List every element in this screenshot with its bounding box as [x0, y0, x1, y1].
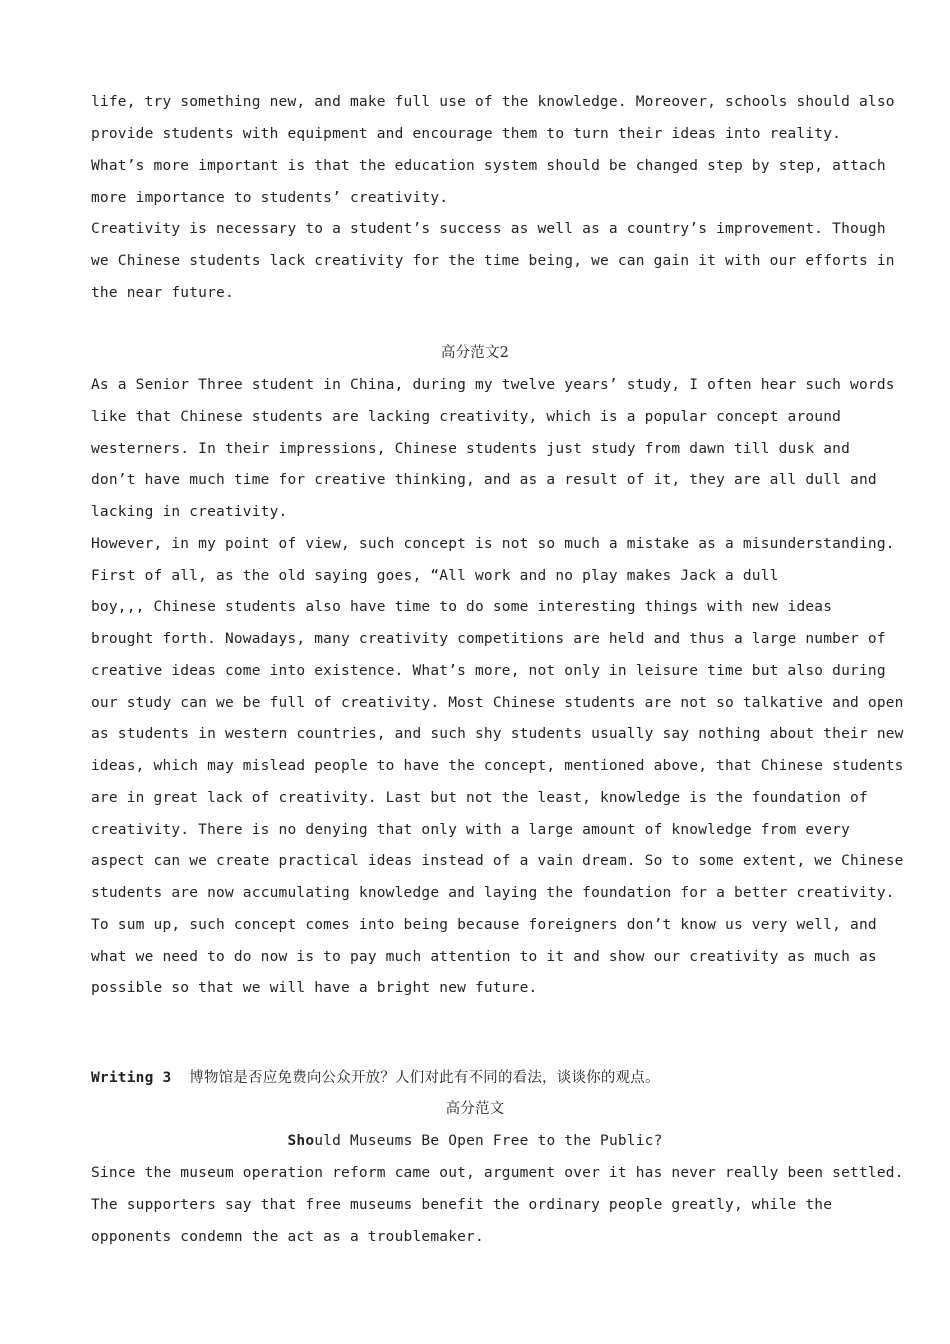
paragraph-line: as students in western countries, and such shy students usually say nothing about their new [91, 726, 904, 742]
paragraph-line: opponents condemn the act as a troublemaker. [91, 1229, 484, 1245]
paragraph-line: westerners. In their impressions, Chinese students just study from dawn till dusk and [91, 441, 851, 457]
paragraph-line: more importance to students’ creativity. [91, 190, 449, 206]
writing-label: Writing 3 [91, 1070, 172, 1086]
paragraph-line: provide students with equipment and encourage them to turn their ideas into reality. [91, 126, 842, 142]
paragraph-line: brought forth. Nowadays, many creativity competitions are held and thus a large number of [91, 631, 886, 647]
paragraph-line: possible so that we will have a bright new future. [91, 980, 538, 996]
paragraph-line: the near future. [91, 285, 234, 301]
paragraph-line: aspect can we create practical ideas instead of a vain dream. So to some extent, we Chinese [91, 853, 904, 869]
paragraph-line: Since the museum operation reform came out, argument over it has never really been settled. [91, 1165, 904, 1181]
paragraph-line: Creativity is necessary to a student’s success as well as a country’s improvement. Though [91, 221, 886, 237]
writing-prompt-text: 博物馆是否应免费向公众开放？人们对此有不同的看法，谈谈你的观点。 [189, 1070, 660, 1086]
paragraph-line: First of all, as the old saying goes, “All work and no play makes Jack a dull [91, 568, 779, 584]
paragraph-line: don’t have much time for creative thinking, and as a result of it, they are all dull and [91, 472, 877, 488]
paragraph-line: The supporters say that free museums benefit the ordinary people greatly, while the [91, 1197, 833, 1213]
paragraph-line: lacking in creativity. [91, 504, 288, 520]
paragraph-line: creativity. There is no denying that only with a large amount of knowledge from every [91, 822, 851, 838]
writing-prompt [91, 1068, 660, 1088]
paragraph-line: students are now accumulating knowledge and laying the foundation for a better creativity. [91, 885, 895, 901]
paragraph-line: our study can we be full of creativity. Most Chinese students are not so talkative and open [91, 695, 904, 711]
paragraph-line: As a Senior Three student in China, during my twelve years’ study, I often hear such words [91, 377, 895, 393]
paragraph-line: like that Chinese students are lacking creativity, which is a popular concept around [91, 409, 842, 425]
section-heading: 高分范文2 [440, 345, 510, 361]
paragraph-line: we Chinese students lack creativity for the time being, we can gain it with our efforts in [91, 253, 895, 269]
paragraph-line: However, in my point of view, such concept is not so much a mistake as a misunderstanding. [91, 536, 895, 552]
essay-title [0, 1131, 950, 1151]
section-heading: 高分范文 [445, 1101, 505, 1117]
paragraph-line: are in great lack of creativity. Last but not the least, knowledge is the foundation of [91, 790, 868, 806]
paragraph-line: ideas, which may mislead people to have the concept, mentioned above, that Chinese students [91, 758, 904, 774]
paragraph-line: what we need to do now is to pay much attention to it and show our creativity as much as [91, 949, 877, 965]
essay-title-rest: uld Museums Be Open Free to the Public? [314, 1133, 663, 1149]
paragraph-line: boy,,, Chinese students also have time to do some interesting things with new ideas [91, 599, 833, 615]
paragraph-line: life, try something new, and make full use of the knowledge. Moreover, schools should also [91, 94, 895, 110]
paragraph-line: What’s more important is that the education system should be changed step by step, attach [91, 158, 886, 174]
paragraph-line: To sum up, such concept comes into being because foreigners don’t know us very well, and [91, 917, 877, 933]
paragraph-line: creative ideas come into existence. What’s more, not only in leisure time but also during [91, 663, 886, 679]
essay-title-bold: Sho [287, 1133, 315, 1149]
